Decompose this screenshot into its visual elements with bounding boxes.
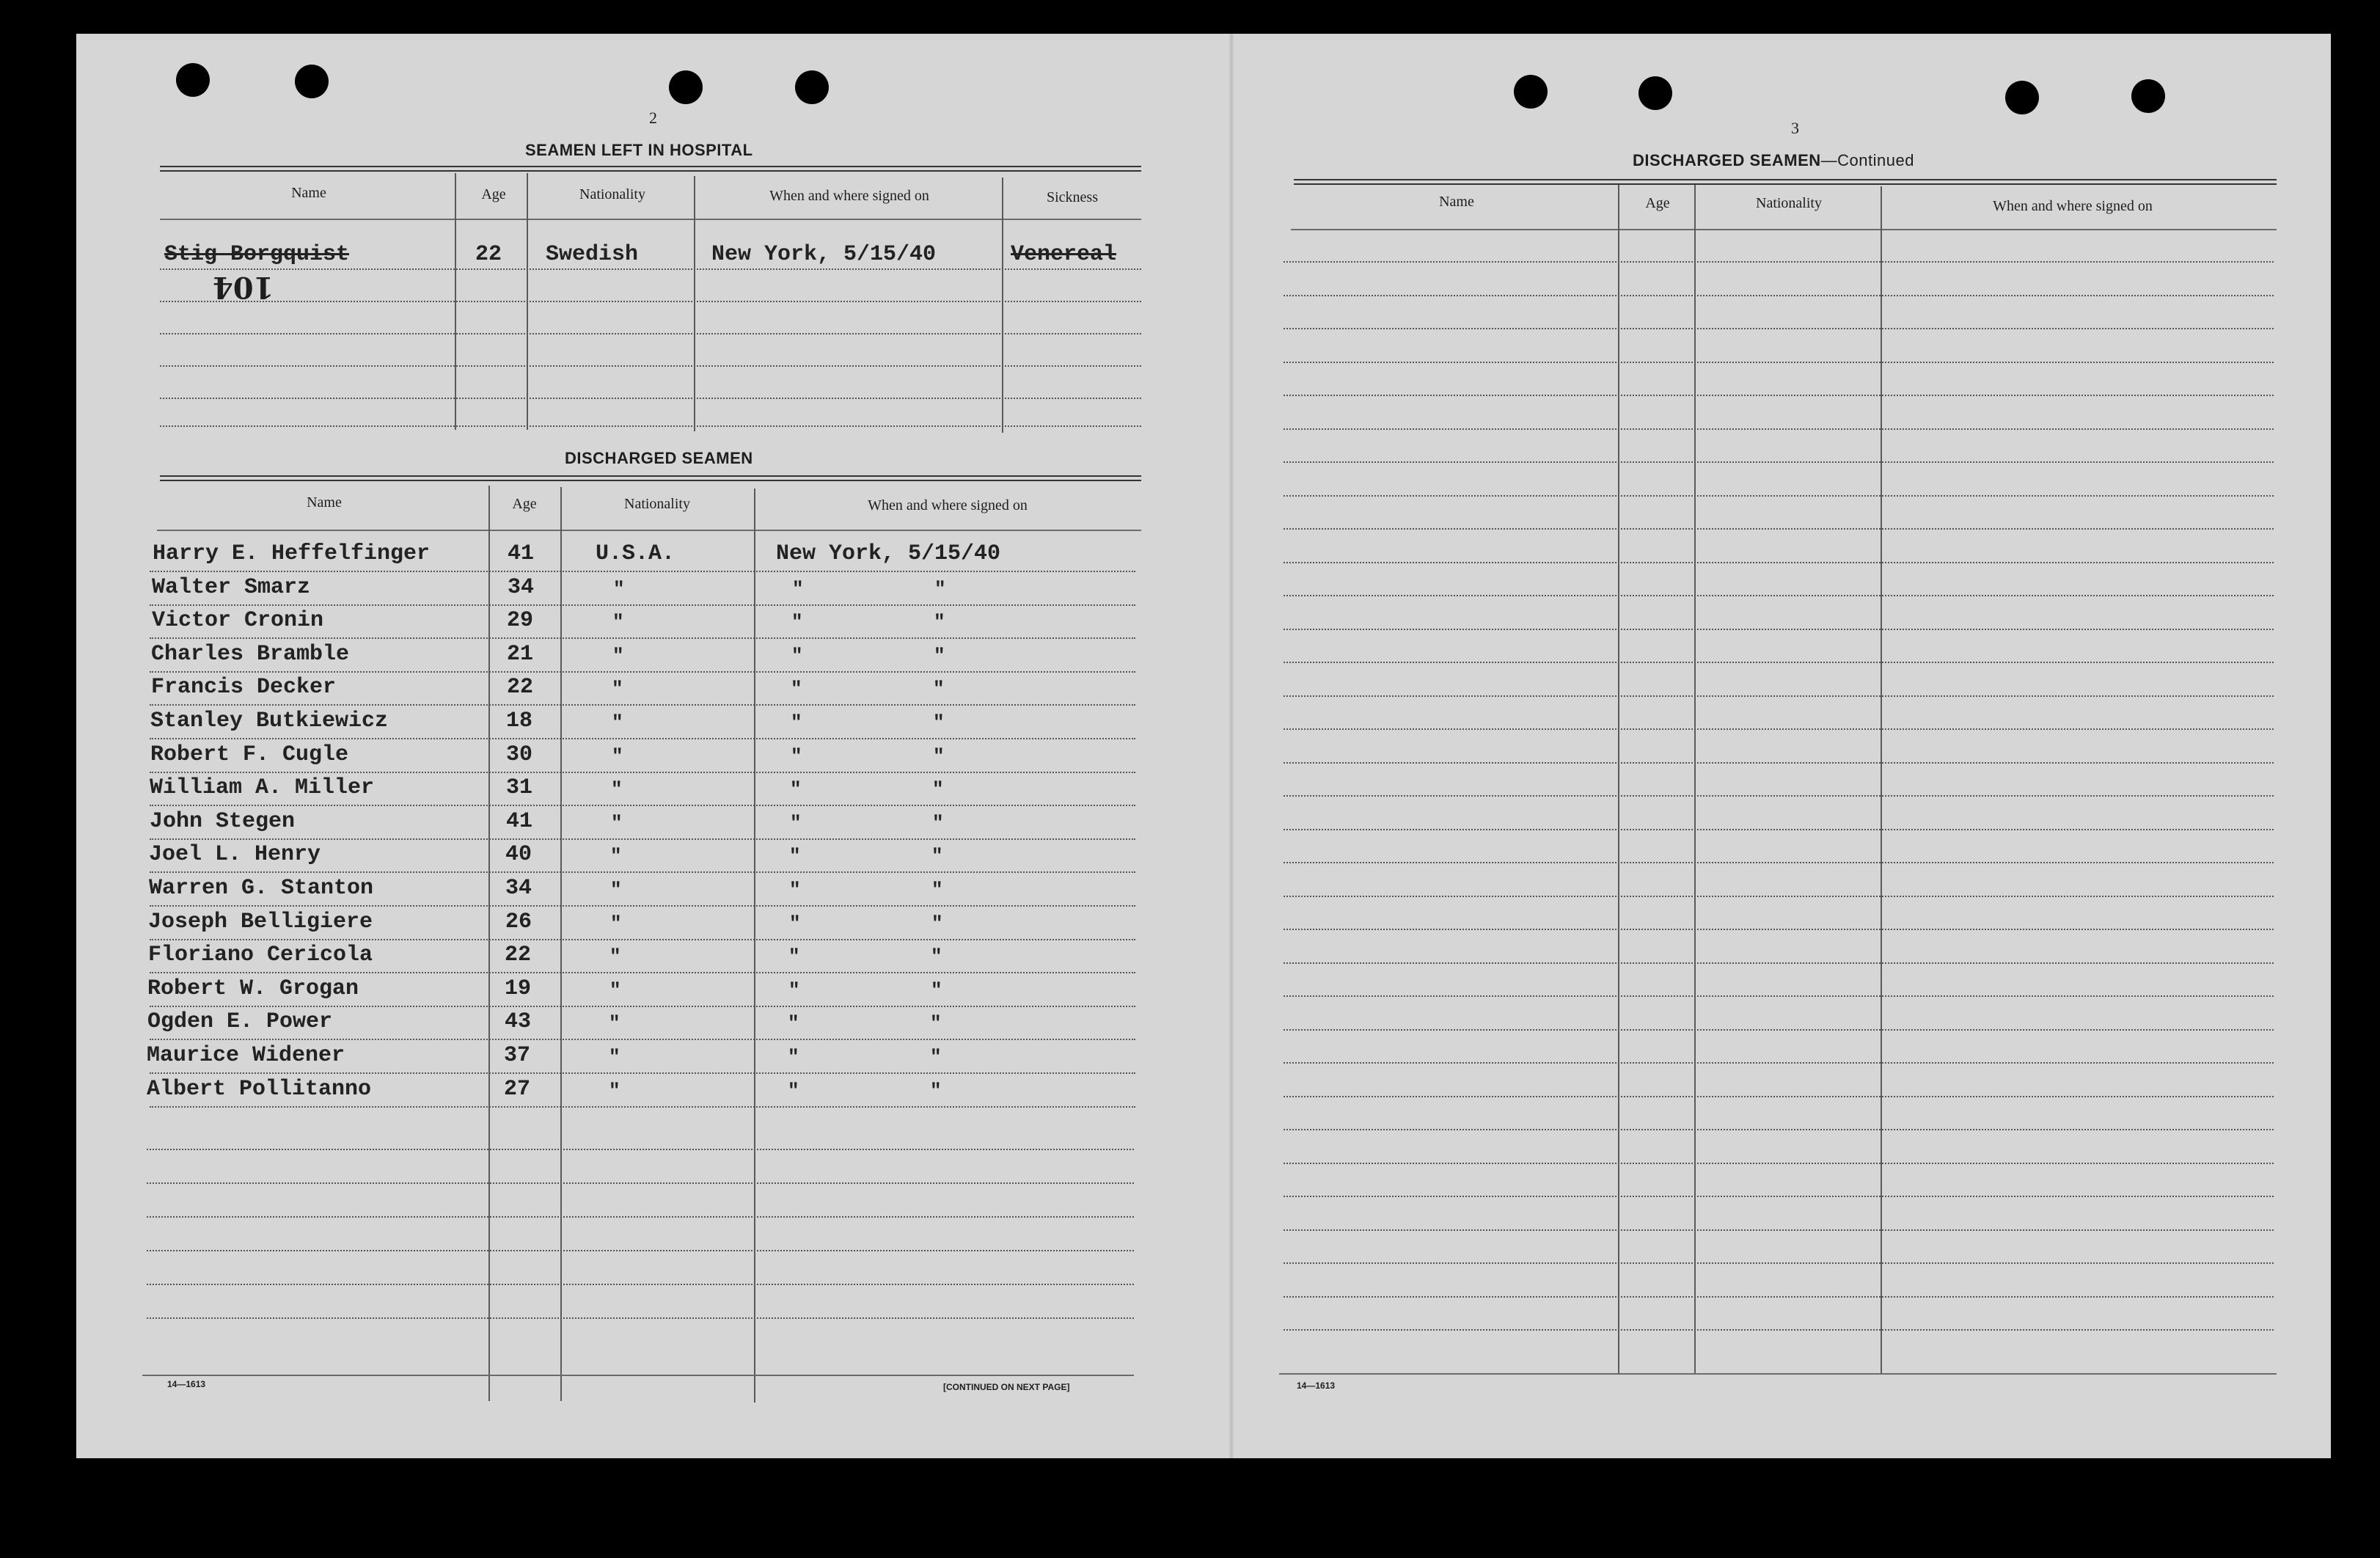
page-number-right: 3 (1791, 119, 1799, 137)
seaman-age: 27 (504, 1076, 531, 1102)
row-guide (1284, 1262, 2274, 1264)
row-guide (1284, 595, 2274, 596)
nationality-ditto: " (612, 678, 623, 701)
hospital-header-rule (160, 219, 1141, 220)
row-guide (150, 1072, 1135, 1074)
nationality-ditto: " (611, 811, 623, 834)
row-guide (1284, 1296, 2274, 1298)
seaman-name: Joseph Belligiere (148, 909, 373, 935)
row-guide (1284, 1029, 2274, 1031)
nationality-ditto: " (609, 979, 621, 1001)
date-ditto: " (933, 745, 945, 767)
seaman-age: 34 (505, 876, 532, 901)
place-ditto: " (792, 577, 804, 600)
date-ditto: " (933, 712, 945, 734)
seaman-name: John Stegen (150, 808, 296, 834)
seaman-nationality: Swedish (546, 242, 639, 267)
date-ditto: " (931, 879, 943, 901)
row-guide (1284, 995, 2274, 997)
date-ditto: " (932, 778, 944, 801)
nationality-ditto: " (612, 644, 624, 667)
row-guide (1284, 762, 2274, 764)
date-ditto: " (934, 611, 945, 634)
date-ditto: " (930, 1079, 942, 1102)
row-guide (1284, 1196, 2274, 1197)
right-title-suffix: —Continued (1820, 151, 1914, 169)
place-ditto: " (791, 745, 802, 767)
row-guide (1284, 829, 2274, 830)
row-guide (160, 301, 1141, 302)
nationality-ditto: " (609, 946, 621, 968)
handwritten-number: 104 (213, 270, 274, 304)
discharged-col-divider (754, 489, 755, 1402)
row-guide (160, 268, 1141, 270)
row-guide (150, 704, 1135, 706)
discharged-bottom-rule (142, 1375, 1134, 1376)
seaman-name: Stanley Butkiewicz (150, 709, 389, 734)
row-guide (1284, 261, 2274, 263)
nationality-ditto: " (610, 845, 622, 868)
row-guide (150, 972, 1135, 973)
seaman-name: William A. Miller (150, 775, 375, 801)
date-ditto: " (931, 946, 942, 968)
row-guide (1284, 896, 2274, 897)
row-guide (1284, 662, 2274, 663)
row-guide (1284, 461, 2274, 463)
place-ditto: " (791, 644, 803, 667)
seaman-name: Charles Bramble (151, 641, 350, 667)
row-guide (150, 772, 1135, 773)
seaman-sickness: Venereal (1011, 242, 1117, 267)
place-ditto: " (790, 811, 802, 834)
place-ditto: " (788, 979, 800, 1001)
date-ditto: " (931, 979, 942, 1001)
seaman-age: 40 (505, 842, 532, 868)
row-guide (150, 805, 1135, 806)
discharged-top-rule (160, 475, 1141, 481)
discharged-col-divider (488, 486, 490, 1401)
place-ditto: " (789, 879, 801, 901)
row-guide (1284, 862, 2274, 863)
row-guide (160, 425, 1141, 427)
row-guide (150, 838, 1135, 840)
place-ditto: " (788, 1079, 799, 1102)
document-sheet (76, 34, 2331, 1458)
seaman-name: Maurice Widener (147, 1043, 345, 1068)
seaman-name: Robert W. Grogan (147, 976, 359, 1001)
hospital-title: SEAMEN LEFT IN HOSPITAL (525, 141, 753, 159)
discharged-header-signed-on: When and where signed on (868, 497, 1028, 513)
seaman-nationality: U.S.A. (596, 541, 675, 566)
row-guide (1284, 295, 2274, 296)
right-col-divider (1618, 185, 1619, 1373)
seaman-age: 41 (508, 541, 535, 566)
punch-hole (669, 70, 703, 104)
seaman-name: Francis Decker (151, 675, 337, 701)
discharged-header-nationality: Nationality (624, 496, 690, 512)
seaman-age: 34 (508, 574, 535, 600)
seaman-name: Walter Smarz (152, 574, 311, 600)
seaman-age: 43 (505, 1009, 532, 1035)
seaman-name: Victor Cronin (152, 608, 324, 634)
right-header-rule (1291, 229, 2277, 230)
nationality-ditto: " (613, 577, 625, 600)
hospital-col-divider (1002, 178, 1003, 433)
row-guide (1284, 1062, 2274, 1064)
right-bottom-rule (1279, 1373, 2277, 1375)
place-ditto: " (790, 778, 802, 801)
seaman-signed-on: New York, 5/15/40 (776, 541, 1001, 566)
right-header-name: Name (1439, 194, 1474, 210)
row-guide (150, 571, 1135, 572)
row-guide (147, 1250, 1134, 1251)
hospital-header-name: Name (291, 185, 326, 201)
nationality-ditto: " (610, 879, 622, 901)
row-guide (160, 398, 1141, 399)
punch-hole (2131, 79, 2165, 113)
row-guide (147, 1317, 1134, 1319)
punch-hole (1514, 75, 1548, 109)
row-guide (1284, 1229, 2274, 1231)
right-header-nationality: Nationality (1756, 195, 1822, 211)
row-guide (1284, 528, 2274, 530)
date-ditto: " (930, 1046, 942, 1068)
row-guide (1284, 1163, 2274, 1164)
seaman-name: Ogden E. Power (147, 1009, 333, 1035)
hospital-header-sickness: Sickness (1047, 189, 1098, 205)
hospital-top-rule (160, 166, 1141, 172)
row-guide (1284, 929, 2274, 930)
continued-note: [CONTINUED ON NEXT PAGE] (943, 1382, 1070, 1392)
nationality-ditto: " (609, 1012, 620, 1035)
row-guide (1284, 962, 2274, 964)
row-guide (150, 637, 1135, 639)
row-guide (147, 1216, 1134, 1218)
row-guide (1284, 1129, 2274, 1130)
row-guide (150, 738, 1135, 739)
seaman-age: 29 (507, 608, 534, 634)
seaman-name: Floriano Cericola (148, 943, 373, 968)
nationality-ditto: " (609, 1046, 620, 1068)
seaman-name: Albert Pollitanno (147, 1076, 372, 1102)
form-number-left: 14—1613 (167, 1379, 206, 1389)
seaman-name: Harry E. Heffelfinger (153, 541, 431, 566)
date-ditto: " (934, 644, 945, 667)
punch-hole (176, 63, 210, 97)
row-guide (1284, 1096, 2274, 1097)
hospital-header-signed-on: When and where signed on (769, 188, 929, 204)
seaman-name: Joel L. Henry (149, 842, 321, 868)
date-ditto: " (931, 845, 943, 868)
place-ditto: " (791, 611, 803, 634)
seaman-name: Robert F. Cugle (150, 742, 349, 767)
seaman-age: 30 (506, 742, 533, 767)
nationality-ditto: " (609, 1079, 620, 1102)
hospital-header-age: Age (481, 186, 506, 202)
row-guide (1284, 1329, 2274, 1331)
seaman-age: 22 (475, 242, 502, 267)
place-ditto: " (788, 1046, 799, 1068)
seaman-signed-on: New York, 5/15/40 (711, 242, 937, 267)
row-guide (150, 1106, 1135, 1108)
date-ditto: " (930, 1012, 942, 1035)
seaman-age: 37 (504, 1043, 531, 1068)
row-guide (1284, 562, 2274, 563)
right-title (1633, 151, 1914, 170)
nationality-ditto: " (612, 611, 624, 634)
seaman-age: 22 (507, 675, 534, 701)
date-ditto: " (934, 577, 946, 600)
row-guide (1284, 795, 2274, 797)
place-ditto: " (789, 912, 801, 935)
place-ditto: " (788, 1012, 799, 1035)
nationality-ditto: " (612, 712, 623, 734)
seaman-age: 21 (507, 641, 534, 667)
row-guide (147, 1182, 1134, 1184)
row-guide (1284, 395, 2274, 396)
hospital-header-nationality: Nationality (579, 186, 645, 202)
discharged-col-divider (560, 487, 562, 1401)
row-guide (147, 1284, 1134, 1285)
right-title-main: DISCHARGED SEAMEN (1633, 151, 1821, 169)
discharged-header-rule (157, 530, 1141, 531)
right-header-age: Age (1645, 195, 1670, 211)
discharged-header-age: Age (512, 496, 537, 512)
row-guide (1284, 695, 2274, 697)
date-ditto: " (931, 912, 943, 935)
right-header-signed-on: When and where signed on (1993, 198, 2153, 214)
row-guide (160, 333, 1141, 334)
row-guide (150, 671, 1135, 673)
nationality-ditto: " (610, 912, 622, 935)
row-guide (160, 365, 1141, 367)
row-guide (1284, 728, 2274, 730)
row-guide (1284, 495, 2274, 497)
form-number-right: 14—1613 (1297, 1380, 1336, 1391)
nationality-ditto: " (611, 778, 623, 801)
place-ditto: " (789, 845, 801, 868)
discharged-title: DISCHARGED SEAMEN (565, 449, 753, 467)
row-guide (1284, 328, 2274, 329)
right-top-rule (1294, 179, 2277, 185)
row-guide (150, 1039, 1135, 1040)
seaman-name: Stig Borgquist (164, 242, 350, 267)
seaman-age: 31 (506, 775, 533, 801)
row-guide (1284, 629, 2274, 630)
punch-hole (295, 65, 329, 98)
seaman-age: 22 (505, 943, 532, 968)
seaman-age: 26 (505, 909, 532, 935)
date-ditto: " (933, 678, 945, 701)
nationality-ditto: " (612, 745, 623, 767)
row-guide (1284, 428, 2274, 430)
row-guide (147, 1149, 1134, 1150)
seaman-age: 19 (505, 976, 532, 1001)
row-guide (150, 905, 1135, 907)
row-guide (150, 871, 1135, 873)
punch-hole (795, 70, 829, 104)
date-ditto: " (932, 811, 944, 834)
row-guide (150, 604, 1135, 606)
seaman-age: 18 (506, 709, 533, 734)
punch-hole (2005, 81, 2039, 114)
row-guide (1284, 362, 2274, 363)
page-fold (1229, 34, 1234, 1458)
row-guide (150, 939, 1135, 940)
punch-hole (1638, 76, 1672, 110)
row-guide (150, 1006, 1135, 1007)
place-ditto: " (788, 946, 800, 968)
discharged-header-name: Name (307, 494, 342, 511)
seaman-age: 41 (506, 808, 533, 834)
hospital-col-divider (694, 176, 695, 431)
place-ditto: " (791, 712, 802, 734)
right-col-divider (1694, 185, 1696, 1373)
seaman-name: Warren G. Stanton (149, 876, 374, 901)
place-ditto: " (791, 678, 802, 701)
page-number-left: 2 (649, 109, 657, 127)
